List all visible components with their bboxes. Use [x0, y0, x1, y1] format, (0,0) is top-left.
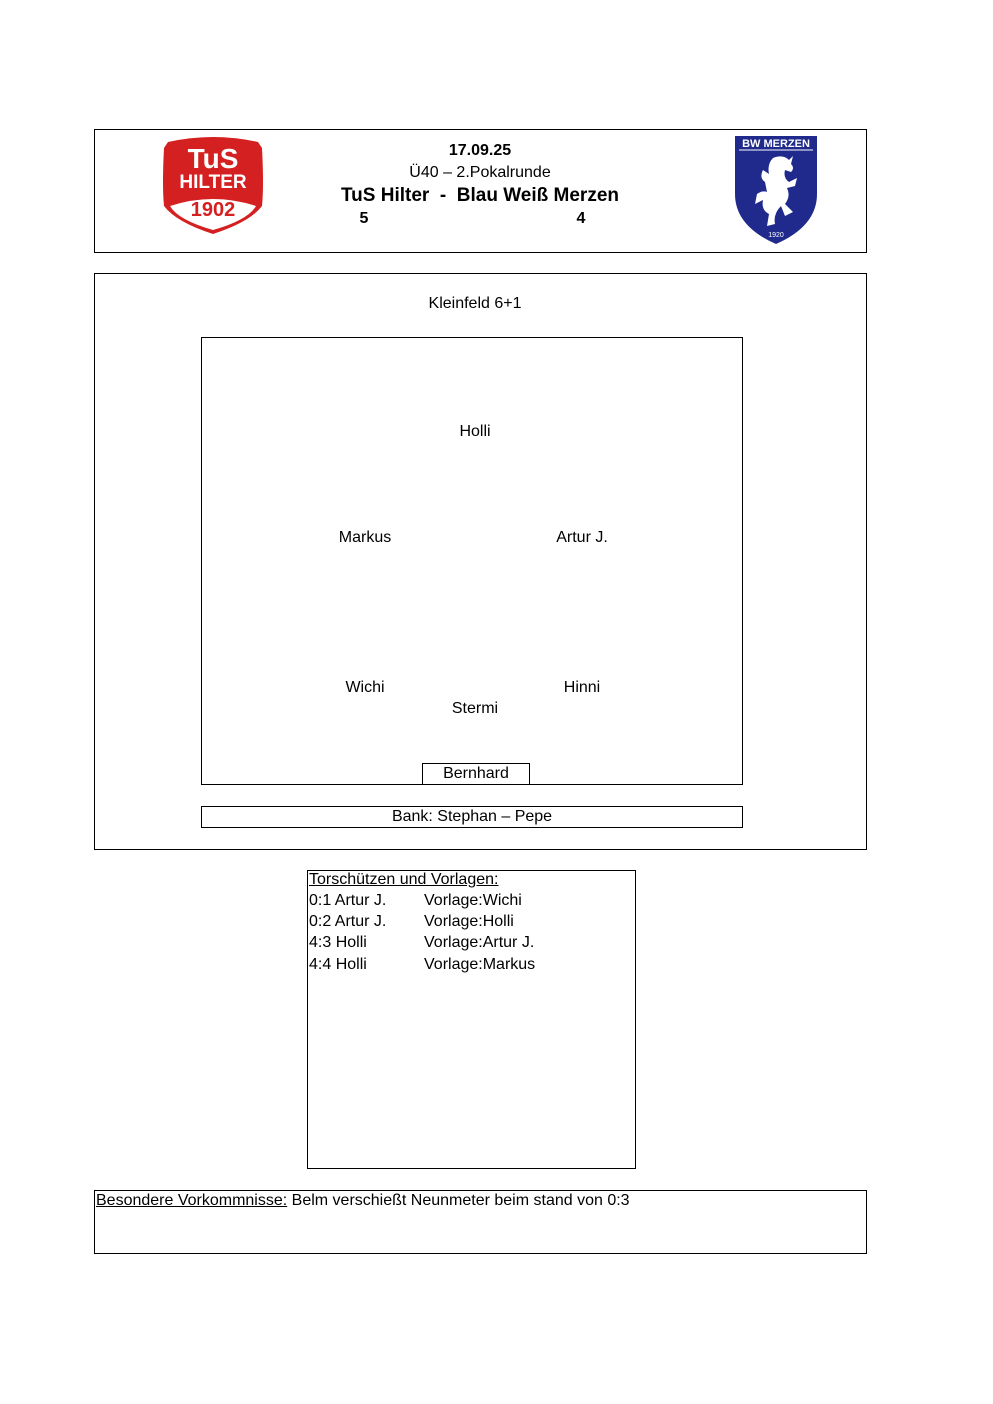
away-logo-year: 1920	[768, 232, 784, 239]
goal-score: 4:3 Holli	[309, 934, 367, 951]
home-logo-line1: TuS	[187, 143, 239, 174]
competition-label: Ü40 – 2.Pokalrunde	[409, 164, 551, 181]
home-logo-line3: 1902	[190, 199, 236, 221]
incidents-text: Belm verschießt Neunmeter beim stand von 0:3	[287, 1192, 630, 1209]
match-title	[280, 185, 680, 207]
home-score: 5	[359, 210, 369, 227]
goal-score: 0:2 Artur J.	[309, 913, 387, 930]
bench-box: Bank: Stephan – Pepe	[201, 806, 743, 828]
player-holli: Holli	[459, 423, 491, 440]
player-markus: Markus	[338, 529, 392, 546]
home-team-name: TuS Hilter	[340, 185, 430, 206]
player-stermi: Stermi	[451, 700, 499, 717]
home-logo-line2: HILTER	[179, 172, 247, 193]
player-artur: Artur J.	[556, 529, 608, 546]
formation-label: Kleinfeld 6+1	[428, 295, 522, 312]
away-logo-top-text: BW MERZEN	[742, 138, 810, 150]
goal-score: 0:1 Artur J.	[309, 892, 387, 909]
bw-merzen-logo	[733, 134, 819, 246]
incidents-line	[96, 1192, 630, 1210]
away-team-name: Blau Weiß Merzen	[456, 185, 619, 206]
match-date: 17.09.25	[448, 142, 512, 159]
goalkeeper-box: Bernhard	[422, 763, 530, 785]
incidents-label: Besondere Vorkommnisse:	[96, 1192, 288, 1209]
scorers-title: Torschützen und Vorlagen:	[309, 871, 499, 888]
goal-assist: Vorlage:Wichi	[424, 892, 522, 909]
team-separator: -	[439, 185, 447, 206]
goal-score: 4:4 Holli	[309, 956, 367, 973]
goal-assist: Vorlage:Markus	[424, 956, 536, 973]
goal-assist: Vorlage:Holli	[424, 913, 514, 930]
goal-assist: Vorlage:Artur J.	[424, 934, 535, 951]
away-score: 4	[576, 210, 586, 227]
player-hinni: Hinni	[563, 679, 601, 696]
tus-hilter-logo	[160, 136, 266, 236]
player-wichi: Wichi	[345, 679, 385, 696]
